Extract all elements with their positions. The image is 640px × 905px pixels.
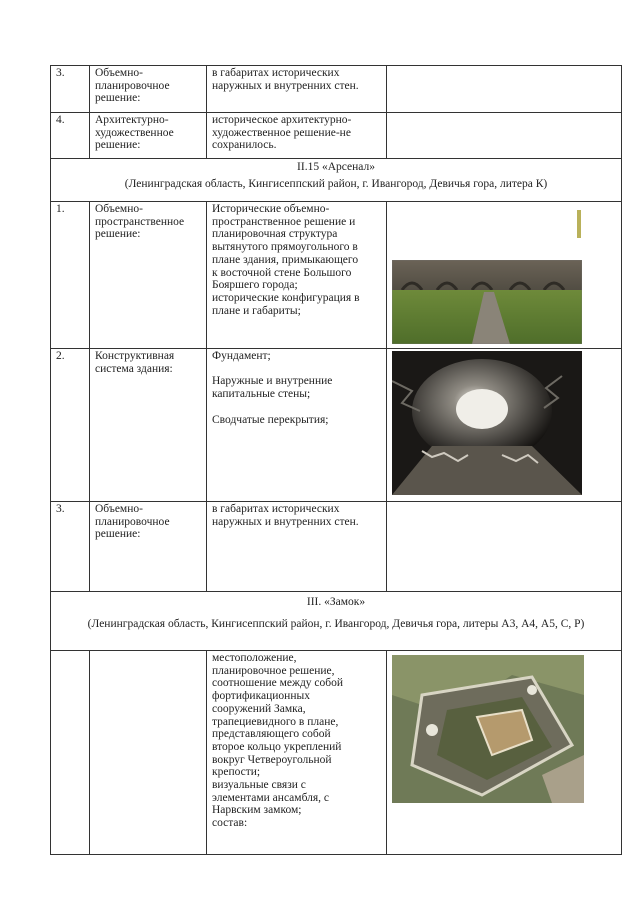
row-description: Исторические объемно- пространственное решение и планировочная структура вытянутого прямоугольного в плане здания, примыкающего к восточной стене Большого Бояршего города; исторические конфигурация в плане и габариты;: [207, 202, 387, 348]
row-number: 2.: [51, 349, 90, 501]
row-number: 3.: [51, 502, 90, 591]
row-name: Архитектурно- художественное решение:: [90, 113, 207, 158]
row-name: Объемно- планировочное решение:: [90, 66, 207, 112]
section-heading-zamok: [51, 592, 622, 651]
row-name: Объемно- пространственное решение:: [90, 202, 207, 348]
arsenal-courtyard-photo: [392, 260, 582, 344]
row-description: в габаритах исторических наружных и внутренних стен.: [207, 502, 387, 591]
row-photo-cell: [387, 349, 622, 501]
row-photo-cell: [387, 113, 622, 158]
row-name: Конструктивная система здания:: [90, 349, 207, 501]
row-photo-cell: [387, 502, 622, 591]
row-name: [90, 651, 207, 854]
small-figure-icon: [575, 210, 583, 238]
table-row: [51, 113, 622, 159]
row-photo-cell: [387, 202, 622, 348]
section-address: (Ленинградская область, Кингисеппский район, г. Ивангород, Девичья гора, литеры А3, А4, А5, С, Р): [87, 618, 585, 630]
row-description: историческое архитектурно- художественное решение-не сохранилось.: [207, 113, 387, 158]
row-photo-cell: [387, 66, 622, 112]
table-row: [51, 349, 622, 502]
table-row: [51, 502, 622, 592]
table-row: [51, 66, 622, 113]
row-description: Фундамент; Наружные и внутренние капитальные стены; Сводчатые перекрытия;: [207, 349, 387, 501]
vaults-photo: [392, 351, 582, 495]
fortress-aerial-photo: [392, 655, 584, 803]
row-photo-cell: [387, 651, 622, 854]
table-row: [51, 202, 622, 349]
row-number: [51, 651, 90, 854]
row-number: 1.: [51, 202, 90, 348]
row-number: 4.: [51, 113, 90, 158]
section-title: III. «Замок»: [306, 596, 366, 608]
row-name: Объемно- планировочное решение:: [90, 502, 207, 591]
table-row: [51, 651, 622, 855]
section-heading-arsenal: [51, 159, 622, 202]
row-description: в габаритах исторических наружных и внутренних стен.: [207, 66, 387, 112]
row-number: 3.: [51, 66, 90, 112]
heritage-table: [50, 65, 622, 855]
section-address: (Ленинградская область, Кингисеппский район, г. Ивангород, Девичья гора, литера К): [124, 178, 548, 190]
section-title: II.15 «Арсенал»: [297, 161, 375, 173]
row-description: местоположение, планировочное решение, соотношение между собой фортификационных сооружений Замка, трапециевидного в плане, представляющего собой второе кольцо укреплений вокруг Четвероугольной крепости; визуальные связи с элементами ансамбля, с Нарвским замком; состав:: [207, 651, 387, 854]
